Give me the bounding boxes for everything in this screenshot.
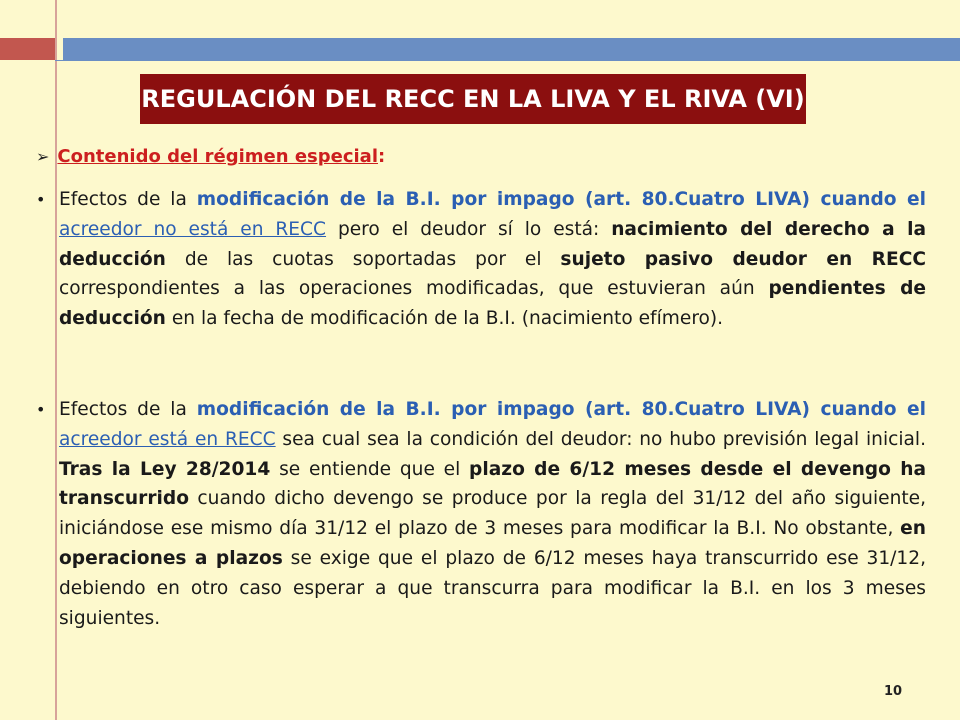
bullet-2-part: sea cual sea la condición del deudor: no hubo previsión legal inicial.: [275, 428, 926, 450]
bullet-1-part: en la fecha de modificación de la B.I. (nacimiento efímero).: [165, 308, 724, 330]
header-underline: [55, 60, 960, 61]
bullet-2-bold: Tras la Ley 28/2014: [59, 458, 271, 480]
bullet-item-1: [36, 185, 926, 334]
bullet-1-part: Efectos de la: [59, 189, 197, 210]
bullet-1-highlight: modificación de la B.I. por impago (art. 80.Cuatro LIVA) cuando el: [196, 189, 926, 210]
bullet-item-2: [36, 395, 926, 633]
bullet-2-bold: en operaciones a plazos: [59, 518, 926, 569]
bullet-dot-icon: •: [36, 400, 46, 419]
bullet-2-part: se exige que el plazo de 6/12 meses haya transcurrido ese 31/12, debiendo en otro caso esperar a que transcurra para modificar la B.I. en los 3 meses siguientes.: [59, 547, 926, 629]
bullet-1-underlined: acreedor no está en RECC: [59, 218, 327, 240]
header-accent-blue-bar: [63, 38, 960, 60]
bullet-1-bold: nacimiento del derecho a la deducción: [59, 218, 927, 270]
bullet-2-part: cuando dicho devengo se produce por la regla del 31/12 del año siguiente, iniciándose ese mismo día 31/12 el plazo de 3 meses para modificar la B.I. No obstante,: [59, 488, 926, 540]
bullet-1-text: [59, 185, 926, 334]
bullet-2-part: se entiende que el: [270, 458, 470, 480]
arrow-bullet-icon: ➢: [36, 147, 50, 166]
bullet-2-part: Efectos de la: [59, 399, 197, 420]
page-number: 10: [884, 684, 903, 699]
bullet-1-part: correspondientes a las operaciones modificadas, que estuvieran aún: [59, 278, 769, 300]
bullet-1-part: de las cuotas soportadas por el: [165, 248, 561, 270]
bullet-2-bold: plazo de 6/12 meses desde el devengo ha transcurrido: [59, 458, 926, 510]
slide-title-box: [140, 74, 806, 124]
bullet-dot-icon: •: [36, 190, 46, 209]
header-accent-red-bar: [0, 38, 55, 60]
slide-title: REGULACIÓN DEL RECC EN LA LIVA Y EL RIVA (VI): [141, 85, 805, 113]
bullet-1-part: pero el deudor sí lo está:: [326, 218, 612, 240]
bullet-2-highlight: modificación de la B.I. por impago (art. 80.Cuatro LIVA) cuando el: [196, 399, 926, 420]
subheading-label: Contenido del régimen especial: [57, 146, 378, 167]
subheading-colon: :: [378, 146, 386, 167]
bullet-1-bold: sujeto pasivo deudor en RECC: [560, 248, 926, 270]
bullet-1-bold: pendientes de deducción: [59, 278, 926, 330]
bullet-2-text: [59, 395, 926, 633]
bullet-2-underlined: acreedor está en RECC: [59, 428, 276, 450]
section-subheading: [36, 146, 385, 167]
